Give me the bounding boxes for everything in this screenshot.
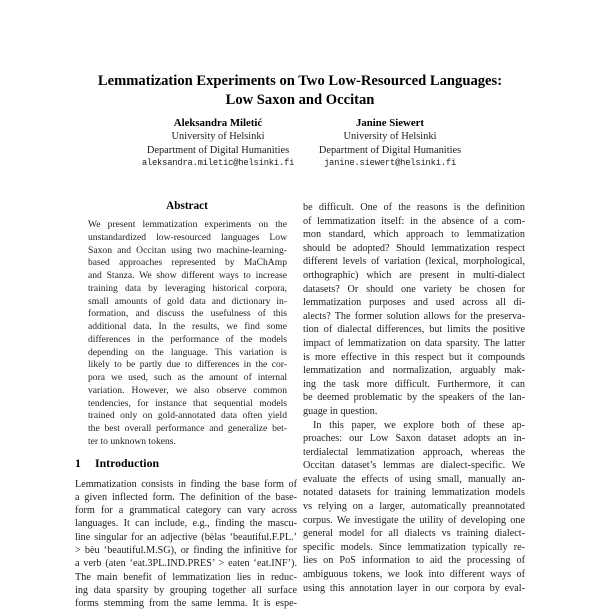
text-line: languages. It can include, e.g., finding the mascu- <box>75 517 297 530</box>
text-line: of lemmatization itself: in the absence of a com- <box>303 215 525 229</box>
paper-title <box>0 72 600 109</box>
text-line: Occitan dataset’s lemmas are dialect-specific. We <box>303 459 525 473</box>
right-column-paragraph-2 <box>303 419 525 596</box>
text-line: We present lemmatization experiments on the <box>88 219 287 232</box>
text-line: be deemed problematic by the speakers of the lan- <box>303 391 525 405</box>
text-line: be difficult. One of the reasons is the definition <box>303 201 525 215</box>
author-1-department: Department of Digital Humanities <box>132 144 304 157</box>
text-line: form for a grammatical category can vary across <box>75 504 297 517</box>
text-line: tion of dialectal differences, but limits the positive <box>303 323 525 337</box>
author-1-email: aleksandra.miletic@helsinki.fi <box>132 157 304 170</box>
text-line: forms stemming from the same lemma. It is espe- <box>75 597 297 610</box>
text-line: tendencies, for instance that sequential models <box>88 398 287 411</box>
section-number: 1 <box>75 456 95 470</box>
author-2-email: janine.siewert@helsinki.fi <box>304 157 476 170</box>
text-line: In this paper, we explore both of these ap- <box>303 419 525 433</box>
text-line: ing the task more difficult. Furthermore, it can <box>303 378 525 392</box>
text-line: ambiguous tokens, we look into different ways of <box>303 568 525 582</box>
abstract-heading: Abstract <box>88 200 286 212</box>
text-line: ter to unknown tokens. <box>88 436 287 449</box>
text-line: the best overall performance and generalize bet- <box>88 423 287 436</box>
text-line: orthographic) which are present in multi-dialect <box>303 269 525 283</box>
text-line: additional data. In the results, we find some <box>88 321 287 334</box>
author-2-department: Department of Digital Humanities <box>304 144 476 157</box>
author-block <box>132 117 476 171</box>
text-line: notated datasets for training lemmatization models <box>303 486 525 500</box>
text-line: > bèu ‘beautiful.M.SG), or finding the infinitive for <box>75 544 297 557</box>
text-line: different levels of variation (lexical, morphological, <box>303 255 525 269</box>
text-line: specific models. Since lemmatization typically re- <box>303 541 525 555</box>
text-line: formation, and discuss the usefulness of this <box>88 308 287 321</box>
text-line: is more effective in this respect but it compounds <box>303 351 525 365</box>
text-line: alects? The former solution allows for the preserva- <box>303 310 525 324</box>
author-1 <box>132 117 304 171</box>
text-line: pora we used, such as the amount of internal <box>88 372 287 385</box>
text-line: lemmatization and normalization, arguably mak- <box>303 364 525 378</box>
text-line: lies on PoS information to aid the processing of <box>303 554 525 568</box>
text-line: vs relying on a larger, automatically preannotated <box>303 500 525 514</box>
abstract-text <box>88 219 287 449</box>
text-line: unstandardized low-resourced languages Low <box>88 232 287 245</box>
author-2-affiliation: University of Helsinki <box>304 130 476 143</box>
paper-title-line1: Lemmatization Experiments on Two Low-Resourced Languages: <box>0 72 600 91</box>
text-line: and Stanza. We show different ways to increase <box>88 270 287 283</box>
author-2-name: Janine Siewert <box>304 117 476 130</box>
text-line: Saxon and Occitan using two machine-learning- <box>88 245 287 258</box>
text-line: ing data sparsity by grouping together all surface <box>75 584 297 597</box>
text-line: differences in the performance of the models <box>88 334 287 347</box>
text-line: Lemmatization consists in finding the base form of <box>75 478 297 491</box>
text-line: evaluate the effects of using small, manually an- <box>303 473 525 487</box>
text-line: using this annotation layer in our corpora by eval- <box>303 582 525 596</box>
text-line: small amounts of gold data and dictionary in- <box>88 296 287 309</box>
text-line: training data by leveraging historical corpora, <box>88 283 287 296</box>
right-column <box>303 201 525 595</box>
right-column-paragraph-1 <box>303 201 525 419</box>
text-line: proaches: our Low Saxon dataset adopts an in- <box>303 432 525 446</box>
text-line: corpus. We investigate the utility of developing one <box>303 514 525 528</box>
text-line: based approaches represented by MaChAmp <box>88 257 287 270</box>
section-title: Introduction <box>95 456 159 470</box>
author-1-affiliation: University of Helsinki <box>132 130 304 143</box>
text-line: mon standard, which approach to lemmatization <box>303 228 525 242</box>
text-line: depending on the language. This variation is <box>88 347 287 360</box>
author-1-name: Aleksandra Miletić <box>132 117 304 130</box>
section-heading-introduction <box>75 456 297 470</box>
text-line: trained only on gold-annotated data often yield <box>88 410 287 423</box>
left-column <box>75 200 297 610</box>
author-2 <box>304 117 476 171</box>
text-line: guage in question. <box>303 405 525 419</box>
text-line: a verb (aten ‘eat.3PL.IND.PRES’ > eaten ‘eat.INF’). <box>75 557 297 570</box>
text-line: lemmatization purposes and used across all di- <box>303 296 525 310</box>
text-line: should be adopted? Should lemmatization respect <box>303 242 525 256</box>
text-line: datasets? Or should one variety be chosen for <box>303 283 525 297</box>
text-line: variation. However, we also observe common <box>88 385 287 398</box>
text-line: line singular for an adjective (bèlas ‘beautiful.F.PL.’ <box>75 531 297 544</box>
text-line: a given inflected form. The definition of the base- <box>75 491 297 504</box>
text-line: impact of lemmatization on data sparsity. The latter <box>303 337 525 351</box>
text-line: general model for all dialects vs training dialect- <box>303 527 525 541</box>
text-line: terdialectal lemmatization approach, whereas the <box>303 446 525 460</box>
text-line: The main benefit of lemmatization lies in reduc- <box>75 571 297 584</box>
text-line: likely to be partly due to differences in the cor- <box>88 359 287 372</box>
introduction-text <box>75 478 297 610</box>
paper-title-line2: Low Saxon and Occitan <box>0 91 600 110</box>
